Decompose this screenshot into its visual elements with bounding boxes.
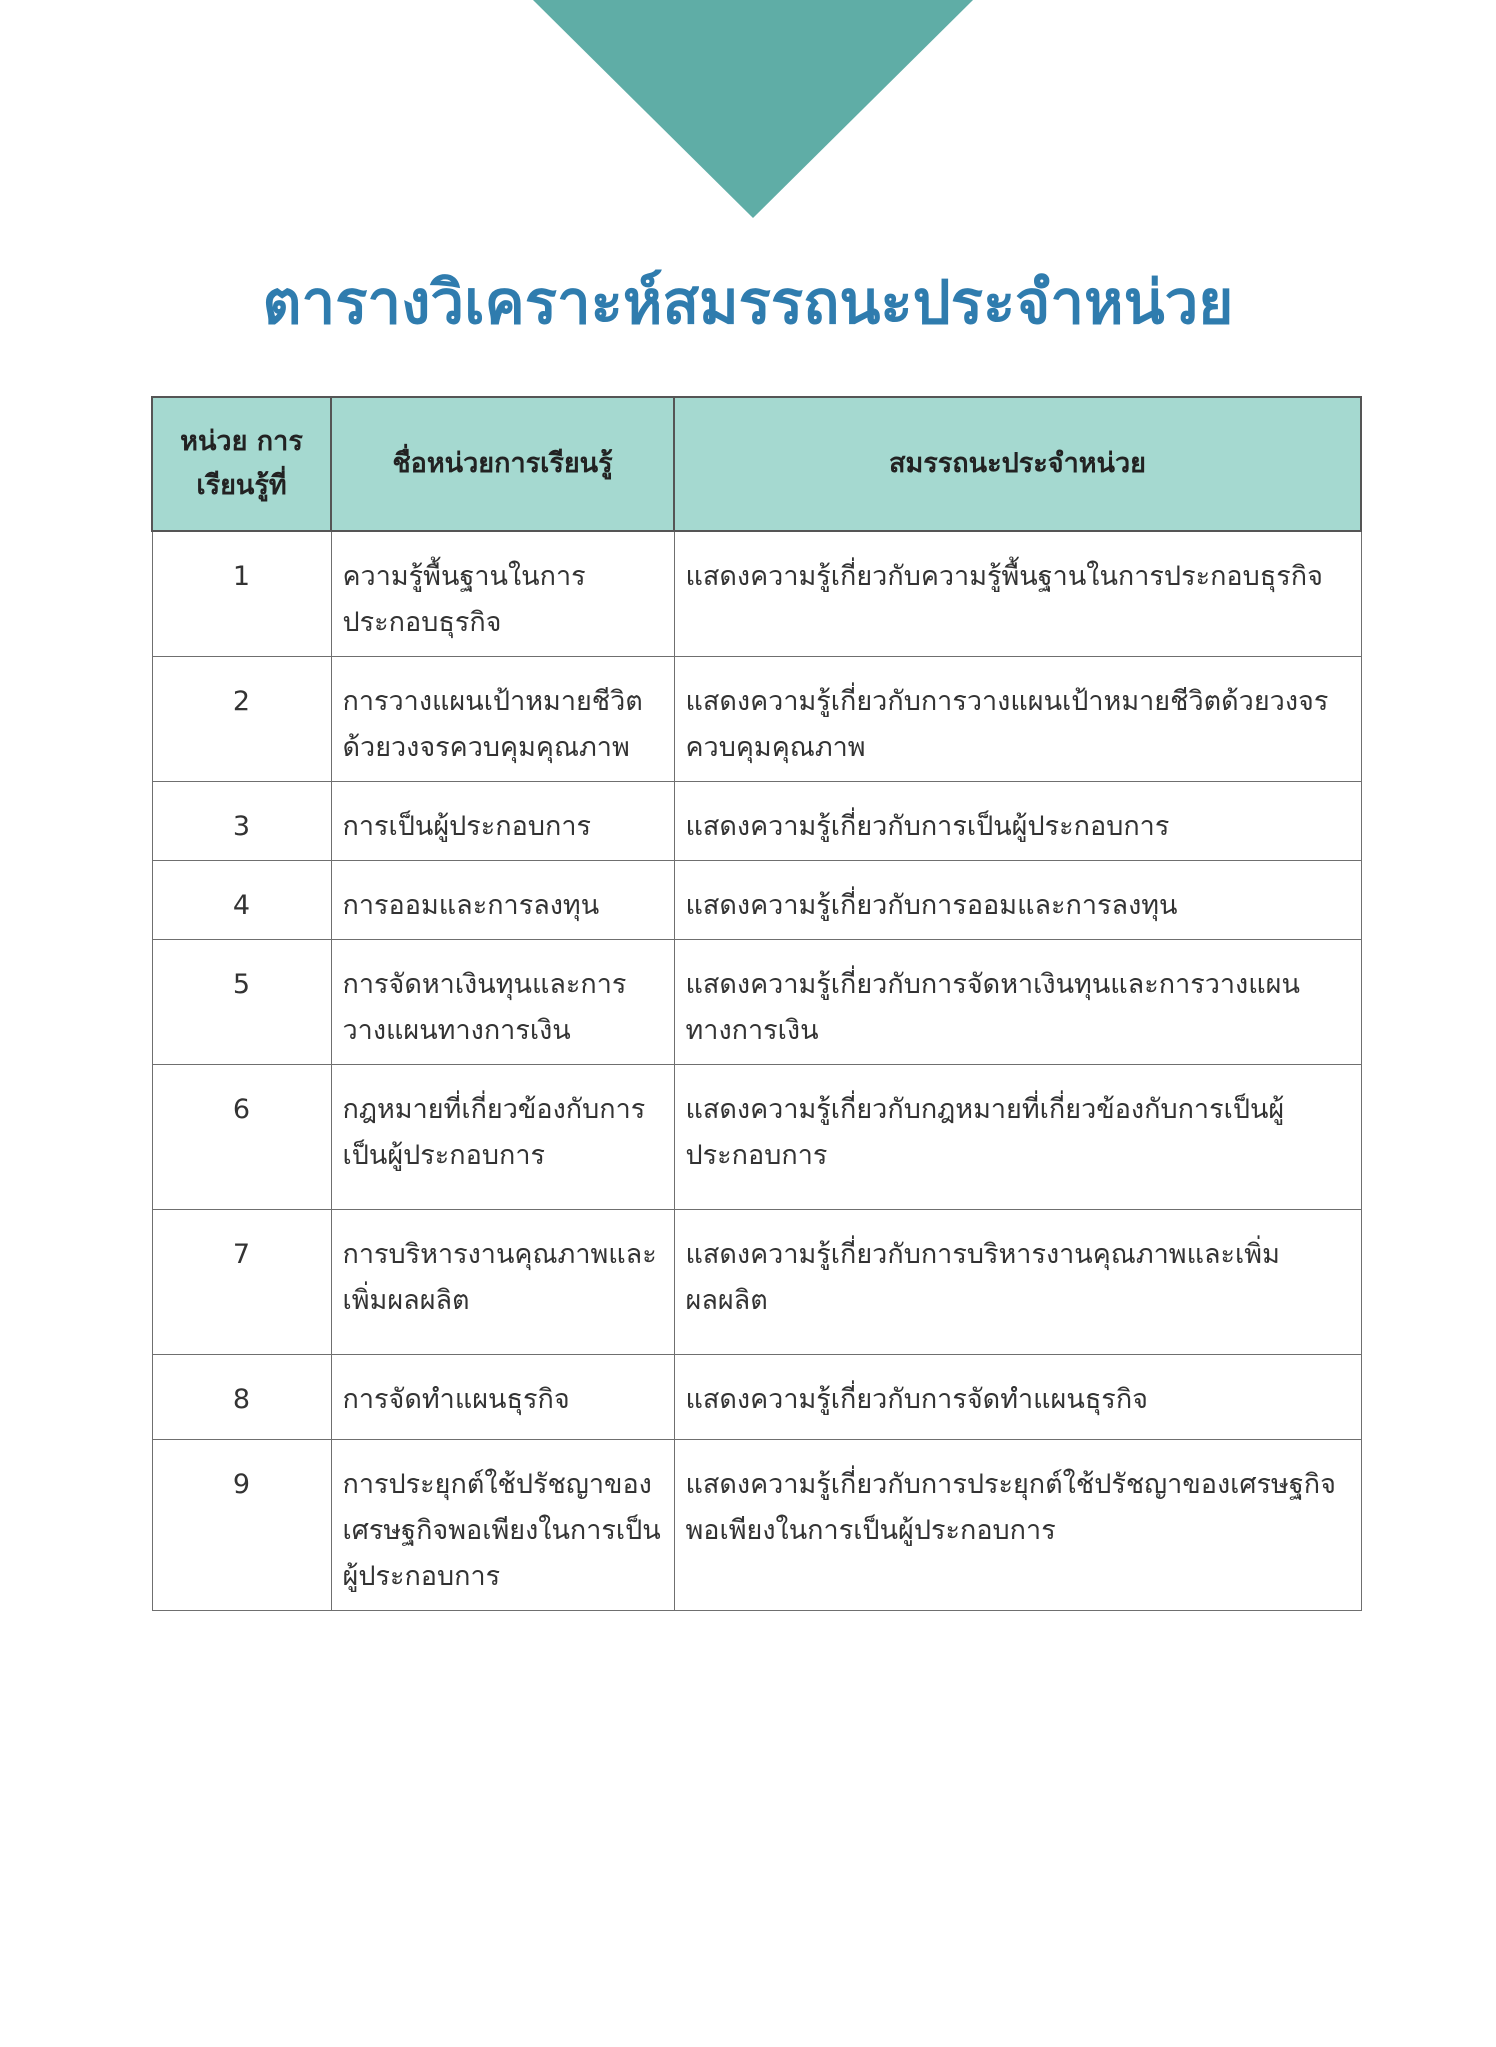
unit-number: 7 [152,1210,331,1355]
table-row [152,940,1361,1065]
unit-competency: แสดงความรู้เกี่ยวกับการประยุกต์ใช้ปรัชญาของเศรษฐกิจพอเพียงในการเป็นผู้ประกอบการ [674,1440,1361,1611]
unit-competency: แสดงความรู้เกี่ยวกับกฎหมายที่เกี่ยวข้องกับการเป็นผู้ประกอบการ [674,1065,1361,1210]
unit-name: การจัดทำแผนธุรกิจ [331,1355,674,1440]
unit-number: 6 [152,1065,331,1210]
unit-competency: แสดงความรู้เกี่ยวกับการจัดหาเงินทุนและการวางแผนทางการเงิน [674,940,1361,1065]
unit-name: การออมและการลงทุน [331,861,674,940]
unit-competency: แสดงความรู้เกี่ยวกับการจัดทำแผนธุรกิจ [674,1355,1361,1440]
unit-competency: แสดงความรู้เกี่ยวกับความรู้พื้นฐานในการประกอบธุรกิจ [674,531,1361,657]
competency-table [151,396,1362,1611]
header-unit-no: หน่วย การเรียนรู้ที่ [152,397,331,531]
page-title: ตารางวิเคราะห์สมรรถนะประจำหน่วย [262,268,1234,338]
table-row [152,1440,1361,1611]
unit-competency: แสดงความรู้เกี่ยวกับการออมและการลงทุน [674,861,1361,940]
unit-name: การบริหารงานคุณภาพและเพิ่มผลผลิต [331,1210,674,1355]
unit-number: 9 [152,1440,331,1611]
table-row [152,531,1361,657]
unit-number: 1 [152,531,331,657]
header-unit-name: ชื่อหน่วยการเรียนรู้ [331,397,674,531]
table-row [152,1065,1361,1210]
unit-name: การเป็นผู้ประกอบการ [331,782,674,861]
unit-competency: แสดงความรู้เกี่ยวกับการบริหารงานคุณภาพและเพิ่มผลผลิต [674,1210,1361,1355]
unit-name: การจัดหาเงินทุนและการวางแผนทางการเงิน [331,940,674,1065]
unit-number: 8 [152,1355,331,1440]
unit-competency: แสดงความรู้เกี่ยวกับการเป็นผู้ประกอบการ [674,782,1361,861]
unit-name: การวางแผนเป้าหมายชีวิตด้วยวงจรควบคุมคุณภาพ [331,657,674,782]
table-row [152,861,1361,940]
unit-name: ความรู้พื้นฐานในการประกอบธุรกิจ [331,531,674,657]
table-row [152,1355,1361,1440]
unit-number: 5 [152,940,331,1065]
unit-name: การประยุกต์ใช้ปรัชญาของเศรษฐกิจพอเพียงในการเป็นผู้ประกอบการ [331,1440,674,1611]
unit-number: 2 [152,657,331,782]
unit-number: 3 [152,782,331,861]
table-header-row [152,397,1361,531]
table-row [152,782,1361,861]
decorative-triangle [533,0,973,218]
header-competency: สมรรถนะประจำหน่วย [674,397,1361,531]
table-row [152,1210,1361,1355]
table-row [152,657,1361,782]
unit-number: 4 [152,861,331,940]
unit-name: กฎหมายที่เกี่ยวข้องกับการเป็นผู้ประกอบการ [331,1065,674,1210]
unit-competency: แสดงความรู้เกี่ยวกับการวางแผนเป้าหมายชีวิตด้วยวงจรควบคุมคุณภาพ [674,657,1361,782]
